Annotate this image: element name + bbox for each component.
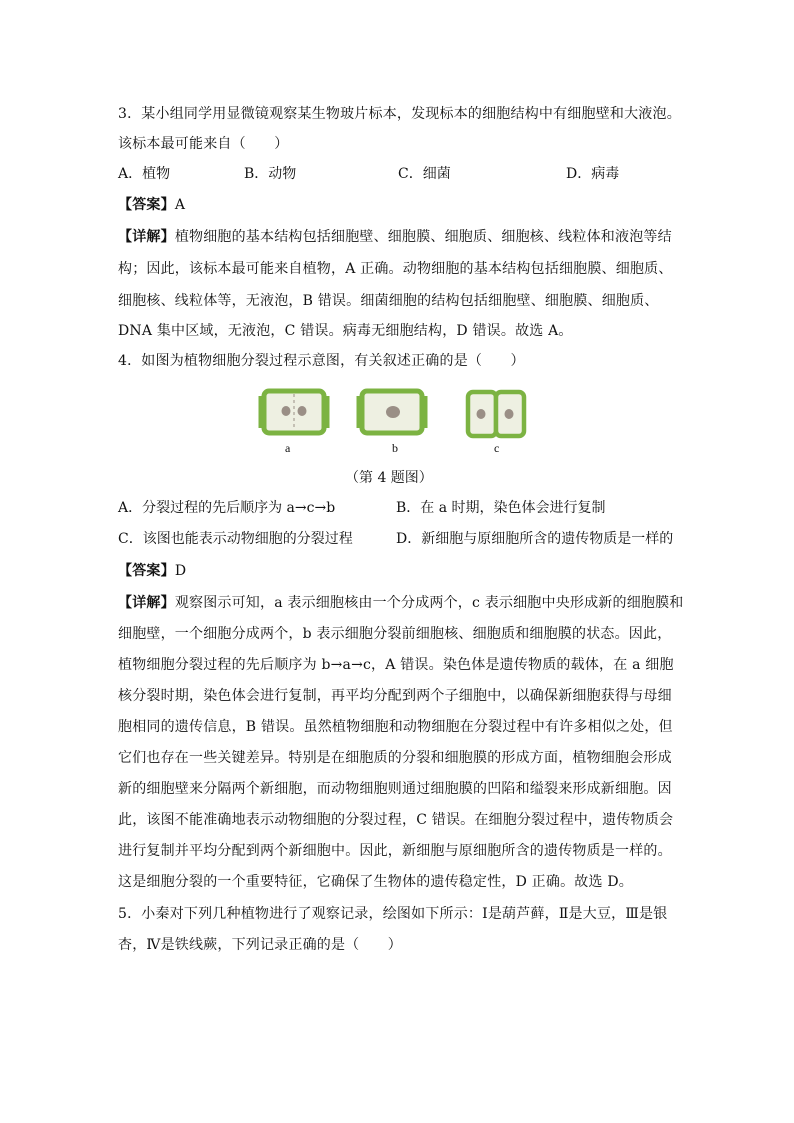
cell-a xyxy=(260,391,328,433)
q3-detail-line-4: DNA 集中区域，无液泡，C 错误。病毒无细胞结构，D 错误。故选 A。 xyxy=(118,323,573,339)
q4-detail-line-7: 新的细胞壁来分隔两个新细胞，而动物细胞则通过细胞膜的凹陷和缢裂来形成新细胞。因 xyxy=(118,781,672,797)
q3-option-a: A．植物 xyxy=(118,166,171,182)
q4-option-c: C．该图也能表示动物细胞的分裂过程 xyxy=(118,531,353,547)
q4-detail-line-2: 细胞壁，一个细胞分成两个，b 表示细胞分裂前细胞核、细胞质和细胞膜的状态。因此， xyxy=(118,626,672,642)
q3-option-b: B．动物 xyxy=(244,166,297,182)
figure-caption: （第 4 题图） xyxy=(345,470,433,486)
q4-detail-line-10: 这是细胞分裂的一个重要特征，它确保了生物体的遗传稳定性，D 正确。故选 D。 xyxy=(118,874,633,890)
q4-detail-line-8: 此，该图不能准确地表示动物细胞的分裂过程，C 错误。在细胞分裂过程中，遗传物质会 xyxy=(118,812,674,828)
figure-label-b: b xyxy=(392,441,398,455)
answer-tag: 【答案】 xyxy=(118,563,175,579)
detail-tag: 【详解】 xyxy=(118,229,175,245)
figure-label-a: a xyxy=(285,441,291,455)
q4-detail-line-6: 它们也存在一些关键差异。特别是在细胞质的分裂和细胞膜的形成方面，植物细胞会形成 xyxy=(118,750,672,766)
q3-option-d: D．病毒 xyxy=(566,166,620,182)
cell-c xyxy=(468,392,524,436)
q4-option-d: D．新细胞与原细胞所含的遗传物质是一样的 xyxy=(396,531,674,547)
q4-detail-line-5: 胞相同的遗传信息，B 错误。虽然植物细胞和动物细胞在分裂过程中有许多相似之处，但 xyxy=(118,719,673,735)
q3-stem-line-2: 该标本最可能来自（ ） xyxy=(118,136,289,152)
q4-detail-line-9: 进行复制并平均分配到两个新细胞中。因此，新细胞与原细胞所含的遗传物质是一样的。 xyxy=(118,843,672,859)
cell-b xyxy=(358,391,426,433)
q4-option-a: A．分裂过程的先后顺序为 a→c→b xyxy=(118,500,336,516)
answer-value: A xyxy=(174,197,186,213)
detail-tag: 【详解】 xyxy=(118,595,175,611)
q4-detail-line-4: 核分裂时期，染色体会进行复制，再平均分配到两个子细胞中，以确保新细胞获得与母细 xyxy=(118,688,672,704)
q4-answer xyxy=(118,560,186,582)
q4-detail-line-3: 植物细胞分裂过程的先后顺序为 b→a→c，A 错误。染色体是遗传物质的载体，在 a 细胞 xyxy=(118,657,674,673)
q5-stem-line-2: 杏，Ⅳ是铁线蕨，下列记录正确的是（ ） xyxy=(118,937,402,953)
q3-answer xyxy=(118,194,185,216)
answer-value: D xyxy=(174,563,187,579)
q3-detail-line-1 xyxy=(118,226,672,248)
detail-text: 植物细胞的基本结构包括细胞壁、细胞膜、细胞质、细胞核、线粒体和液泡等结 xyxy=(174,229,672,245)
q4-detail-line-1 xyxy=(118,592,684,614)
q5-stem-line-1: 5．小秦对下列几种植物进行了观察记录，绘图如下所示：Ⅰ是葫芦藓，Ⅱ是大豆，Ⅲ是银 xyxy=(118,906,668,922)
figure-label-c: c xyxy=(494,441,500,455)
q4-stem: 4．如图为植物细胞分裂过程示意图，有关叙述正确的是（ ） xyxy=(118,353,525,369)
q3-detail-line-2: 构；因此，该标本最可能来自植物，A 正确。动物细胞的基本结构包括细胞膜、细胞质、 xyxy=(118,261,673,277)
q3-stem-line-1: 3．某小组同学用显微镜观察某生物玻片标本，发现标本的细胞结构中有细胞壁和大液泡。 xyxy=(118,106,681,122)
answer-tag: 【答案】 xyxy=(118,197,175,213)
detail-text: 观察图示可知，a 表示细胞核由一个分成两个，c 表示细胞中央形成新的细胞膜和 xyxy=(174,595,684,611)
q3-option-c: C．细菌 xyxy=(398,166,451,182)
q4-option-b: B．在 a 时期，染色体会进行复制 xyxy=(396,500,606,516)
q3-detail-line-3: 细胞核、线粒体等，无液泡，B 错误。细菌细胞的结构包括细胞壁、细胞膜、细胞质、 xyxy=(118,293,659,309)
